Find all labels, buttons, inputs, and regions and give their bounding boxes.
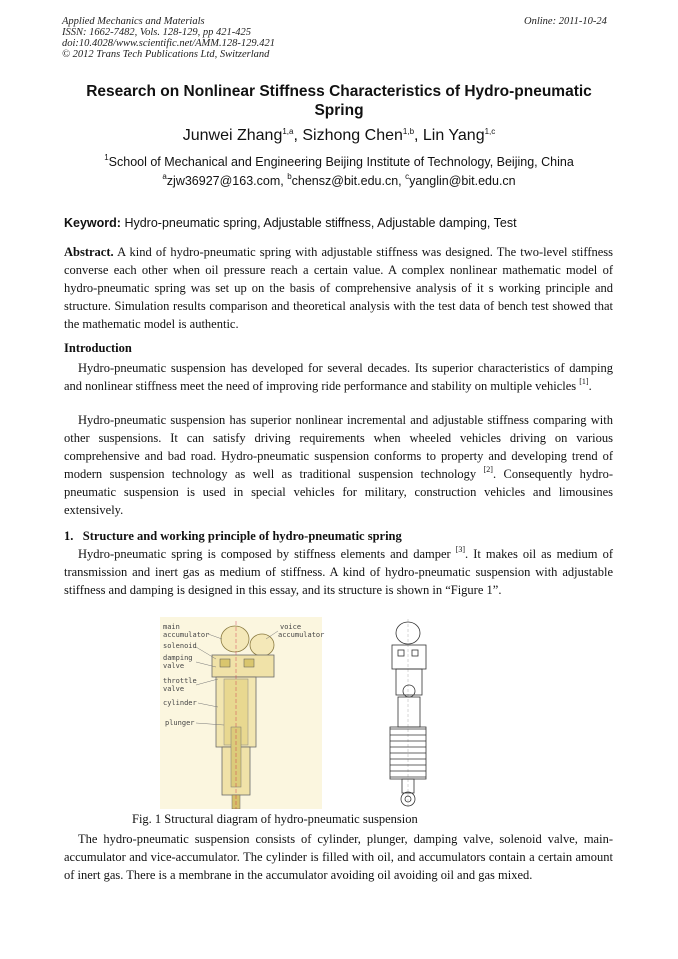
author-sup: 1,a <box>282 127 294 136</box>
label-main-accumulator-2: accumulator <box>163 631 210 639</box>
author-list: Junwei Zhang$^{1,a}$, Sizhong Chen$^{1,b}$, Lin Yang$^{1,c}$ <box>182 127 496 144</box>
ref-2[interactable]: [2] <box>483 465 493 474</box>
issn-line: ISSN: 1662-7482, Vols. 128-129, pp 421-425 <box>62 27 251 38</box>
intro-heading: Introduction <box>64 341 132 355</box>
label-main-accumulator: main <box>163 623 180 631</box>
right-panel-drawing <box>390 619 426 807</box>
journal-name: Applied Mechanics and Materials <box>62 16 205 27</box>
email-sup: c <box>405 172 410 181</box>
label-damping-valve: damping <box>163 654 193 662</box>
label-throttle-valve-2: valve <box>163 685 185 693</box>
section-1-paragraph-2: The hydro-pneumatic suspension consists of cylinder, plunger, damping valve, solenoid valve, main-accumulator and vice-accumulator. The cylinder is filled with oil, and accumulators contain a certain amount of inert gas. There is a membrane in the accumulator avoiding oil avoiding oil and gas mixed. <box>64 832 613 882</box>
affiliation <box>40 154 638 170</box>
email-link[interactable]: yanglin@bit.edu.cn <box>409 174 516 188</box>
label-vice-accumulator: voice <box>280 623 302 631</box>
title-line-1: Research on Nonlinear Stiffness Characteristics of Hydro-pneumatic <box>86 83 592 100</box>
email-link[interactable]: chensz@bit.edu.cn <box>291 174 399 188</box>
abstract-label: Abstract. <box>64 245 114 259</box>
ref-3[interactable]: [3] <box>455 545 466 554</box>
affiliation-text: School of Mechanical and Engineering Beijing Institute of Technology, Beijing, China <box>108 155 574 169</box>
intro-p1-text: Hydro-pneumatic suspension has developed for several decades. Its superior characteristics of damping and nonlinear stiffness meet the need of improving ride performance and stability on multiple vehicles <box>64 361 613 393</box>
affiliation-sup: 1 <box>104 153 109 162</box>
label-plunger: plunger <box>165 719 195 727</box>
section-1-heading: 1. Structure and working principle of hydro-pneumatic spring <box>64 529 402 543</box>
figure-1-caption: Fig. 1 Structural diagram of hydro-pneumatic suspension <box>132 812 418 826</box>
ref-1[interactable]: [1] <box>579 377 589 386</box>
copyright-line: © 2012 Trans Tech Publications Ltd, Switzerland <box>62 49 270 60</box>
email-link[interactable]: zjw36927@163.com <box>166 174 281 188</box>
keyword-label: Keyword: <box>64 216 121 230</box>
author-sup: 1,c <box>484 127 496 136</box>
author-name: Lin Yang <box>422 127 485 144</box>
label-cylinder: cylinder <box>163 699 197 707</box>
intro-paragraph-2: Hydro-pneumatic suspension has superior nonlinear incremental and adjustable stiffness comparing with other suspensions. It can satisfy driving requirements when wheeled vehicles driving on various comprehensive and bad road. Hydro-pneumatic suspension conforms to property and developing trend of modern suspension technology as well as traditional suspension technology [2]. Consequently hydro-pneumatic suspension is used in special vehicles for military, construction vehicles and limousines extensively. <box>64 413 613 517</box>
section-1-p1-text: Hydro-pneumatic spring is composed by stiffness elements and damper <box>78 547 451 561</box>
abstract <box>64 243 613 333</box>
title-line-2: Spring <box>314 102 364 119</box>
author-name: Junwei Zhang <box>182 127 283 144</box>
online-date: Online: 2011-10-24 <box>524 16 607 27</box>
email-sup: b <box>287 172 292 181</box>
section-1-paragraph-1: Hydro-pneumatic spring is composed by stiffness elements and damper [3]. It makes oil as medium of transmission and inert gas as medium of stiffness. A kind of hydro-pneumatic suspension with adjustable stiffness and damping is designed in this essay, and its structure is shown in “Figure 1”. <box>64 545 613 597</box>
label-vice-accumulator-2: accumulator <box>278 631 325 639</box>
figure-1-diagram <box>160 617 460 809</box>
intro-paragraph-1: Hydro-pneumatic suspension has developed for several decades. Its superior characteristics of damping and nonlinear stiffness meet the need of improving ride performance and stability on multiple vehicles [1]. <box>64 361 613 393</box>
main-accumulator-shape <box>221 626 249 652</box>
author-sup: 1,b <box>402 127 415 136</box>
doi-line[interactable]: doi:10.4028/www.scientific.net/AMM.128-129.421 <box>62 38 275 49</box>
paper-title <box>40 82 638 120</box>
intro-p2-text: Hydro-pneumatic suspension has superior nonlinear incremental and adjustable stiffness comparing with other suspensions. It can satisfy driving requirements when wheeled vehicles driving on various comprehensive and bad road. Hydro-pneumatic suspension conforms to property and developing trend of modern suspension technology as well as traditional suspension technology <box>64 413 613 481</box>
email-sup: a <box>162 172 167 181</box>
email-list: $^a$zjw36927@163.com, $^b$chensz@bit.edu.cn, $^c$yanglin@bit.edu.cn <box>162 172 516 188</box>
keywords <box>64 216 517 230</box>
abstract-text: A kind of hydro-pneumatic spring with adjustable stiffness was designed. The two-level stiffness converse each other when oil pressure reach a certain value. A complex nonlinear mathematic model of hydro-pneumatic spring was set up on the basis of comprehensive analysis of it s working principle and structure. Simulation results comparison and theoretical analysis with the test data of bench test showed that the mathematic model is authentic. <box>64 245 614 331</box>
label-solenoid: solenoid <box>163 642 197 650</box>
label-throttle-valve: throttle <box>163 677 197 685</box>
label-damping-valve-2: valve <box>163 662 185 670</box>
vice-accumulator-shape <box>250 634 274 656</box>
keyword-text: Hydro-pneumatic spring, Adjustable stiffness, Adjustable damping, Test <box>124 216 517 230</box>
author-name: Sizhong Chen <box>302 127 403 144</box>
